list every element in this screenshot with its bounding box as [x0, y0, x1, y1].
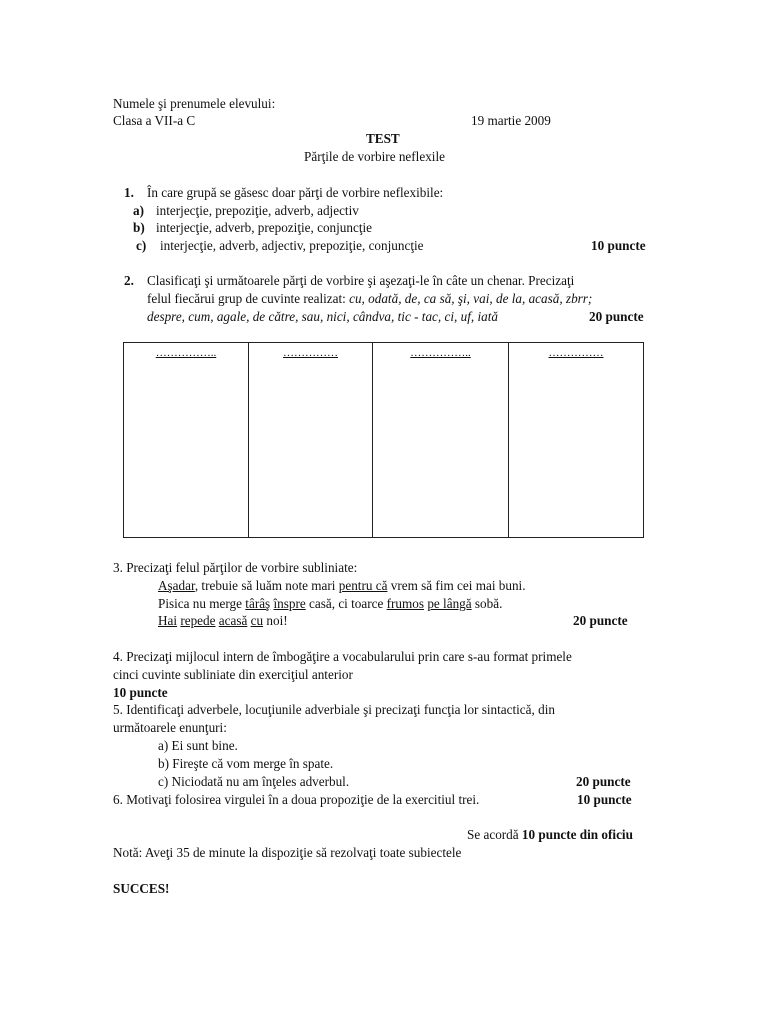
q3-points: 20 puncte [573, 613, 628, 628]
q5-line1: 5. Identificaţi adverbele, locuţiunile adverbiale şi precizaţi funcţia lor sintactică, din [113, 702, 555, 717]
q4-points: 10 puncte [113, 685, 168, 700]
page-title: TEST [366, 131, 400, 146]
q6-points: 10 puncte [577, 792, 632, 807]
q3-sentence-3 [158, 612, 288, 629]
classification-box-3[interactable] [373, 343, 509, 537]
page-subtitle: Părţile de vorbire neflexile [304, 149, 445, 164]
q3-s3-underlined-4: cu [250, 613, 264, 628]
q3-s2-text-0: Pisica nu merge [158, 596, 246, 611]
classification-box-4[interactable] [509, 343, 643, 537]
q3-s2-underlined-1: târâş [245, 596, 271, 611]
q3-s1-underlined-1: Aşadar [158, 578, 195, 593]
q2-points: 20 puncte [589, 309, 644, 324]
q3-text: 3. Precizaţi felul părţilor de vorbire subliniate: [113, 560, 358, 575]
q5-line2: următoarele enunţuri: [113, 720, 227, 735]
q5-points: 20 puncte [576, 774, 631, 789]
q5-item-a: a) Ei sunt bine. [158, 738, 238, 753]
q1-option-a-letter: a) [133, 203, 144, 218]
class-label: Clasa a VII-a C [113, 113, 196, 128]
q1-option-c-letter: c) [136, 238, 147, 253]
q3-s3-underlined-1: Hai [158, 613, 178, 628]
q1-option-b: interjecţie, adverb, prepoziţie, conjuncţie [156, 220, 373, 235]
q3-s3-underlined-3: acasă [218, 613, 248, 628]
q3-s2-underlined-3: frumos [386, 596, 425, 611]
classification-box-1[interactable] [124, 343, 249, 537]
q3-s2-text-2: casă, ci toarce [305, 596, 387, 611]
q2-line3-words: despre, cum, agale, de către, sau, nici, cândva, tic - tac, ci, uf, iată [147, 309, 498, 324]
q3-s1-underlined-2: pentru că [338, 578, 388, 593]
granted-points [467, 826, 633, 843]
q1-option-c: interjecţie, adverb, adjectiv, prepoziţie, conjuncţie [160, 238, 424, 253]
q3-s2-text-4: sobă. [471, 596, 503, 611]
q3-s2-underlined-2: înspre [273, 596, 306, 611]
box-3-placeholder: …………….. [410, 347, 471, 359]
q3-s1-text-1: , trebuie să luăm note mari [194, 578, 339, 593]
granted-prefix: Se acordă [467, 827, 522, 842]
q3-sentence-2 [158, 595, 502, 612]
time-note: Notă: Aveţi 35 de minute la dispoziţie să rezolvaţi toate subiectele [113, 845, 462, 860]
box-4-placeholder: …………… [548, 347, 604, 359]
q1-points: 10 puncte [591, 238, 646, 253]
q3-s2-underlined-4: pe lângă [427, 596, 472, 611]
q3-s3-underlined-2: repede [180, 613, 216, 628]
q3-s3-text-4: noi! [263, 613, 288, 628]
q4-line2: cinci cuvinte subliniate din exerciţiul anterior [113, 667, 353, 682]
box-2-placeholder: …………… [283, 347, 338, 359]
q1-option-a: interjecţie, prepoziţie, adverb, adjectiv [156, 203, 359, 218]
q2-number: 2. [124, 273, 134, 288]
box-1-placeholder: …………….. [155, 347, 217, 359]
test-date: 19 martie 2009 [471, 113, 551, 128]
q1-number: 1. [124, 185, 134, 200]
q2-line2-prefix: felul fiecărui grup de cuvinte realizat: [147, 291, 350, 306]
q4-line1: 4. Precizaţi mijlocul intern de îmbogăţire a vocabularului prin care s-au format primele [113, 649, 572, 664]
q3-sentence-1 [158, 577, 526, 594]
q6-text: 6. Motivaţi folosirea virgulei în a doua propoziţie de la exercitiul trei. [113, 792, 480, 807]
q3-s1-text-2: vrem să fim cei mai buni. [387, 578, 526, 593]
q2-line2-words: cu, odată, de, ca să, şi, vai, de la, acasă, zbrr; [349, 291, 593, 306]
q5-item-c: c) Niciodată nu am înţeles adverbul. [158, 774, 350, 789]
student-name-label: Numele şi prenumele elevului: [113, 96, 276, 111]
q2-line1: Clasificaţi şi următoarele părţi de vorbire şi aşezaţi-le în câte un chenar. Precizaţi [147, 273, 575, 288]
q1-option-b-letter: b) [133, 220, 145, 235]
q1-text: În care grupă se găsesc doar părţi de vorbire neflexibile: [147, 185, 444, 200]
success-text: SUCCES! [113, 881, 170, 896]
q5-item-b: b) Fireşte că vom merge în spate. [158, 756, 334, 771]
classification-box-2[interactable] [249, 343, 373, 537]
q2-line2 [147, 290, 592, 307]
classification-table [123, 342, 644, 538]
granted-bold: 10 puncte din oficiu [521, 827, 633, 842]
